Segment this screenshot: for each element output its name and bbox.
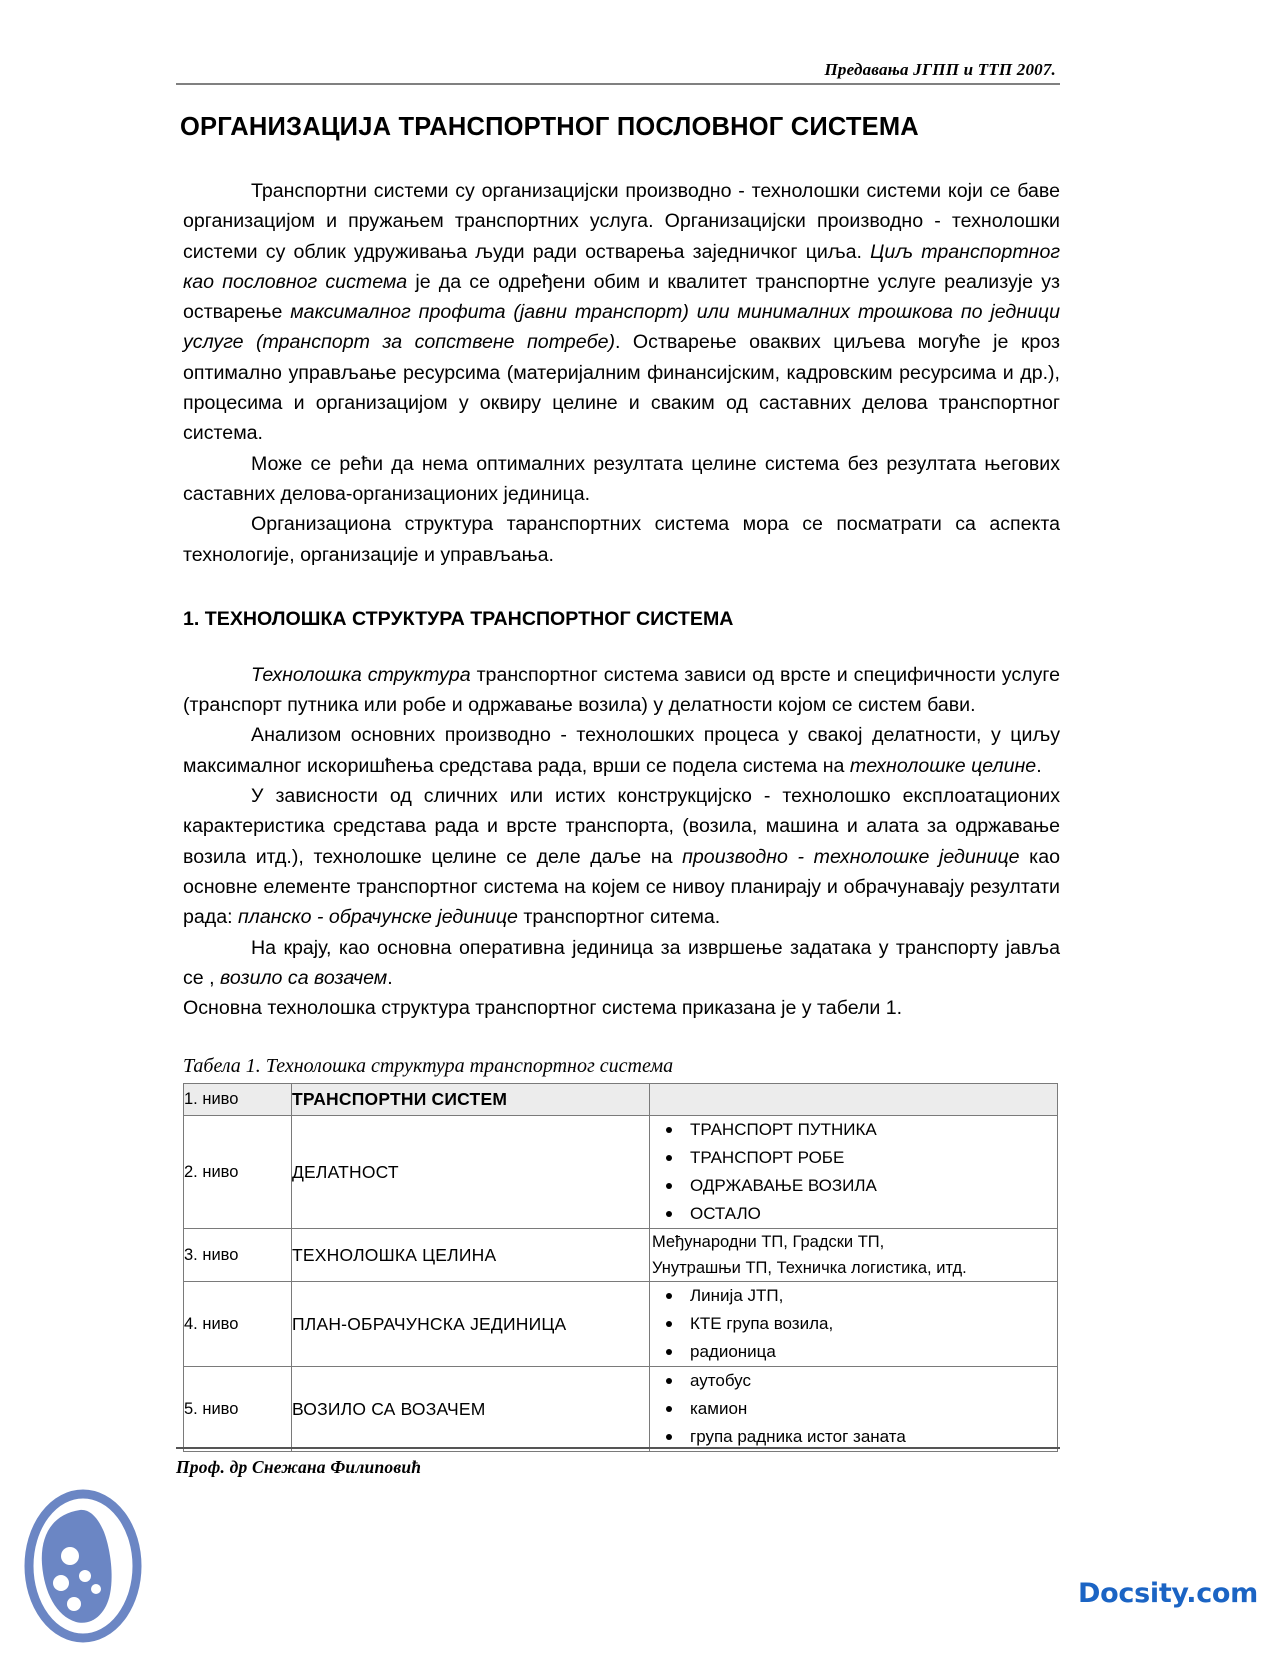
spacer-before-table [183,1023,1060,1053]
analysis-text-a: Анализом основних производно - технолошких процеса у свакој делатности, у циљу максималног искоришћења средстава рада, врши се подела система на [183,724,1060,777]
table-cell-name: ДЕЛАТНОСТ [292,1116,650,1229]
table-row [184,1367,1058,1452]
intro-text-a: Транспортни системи су организацијски производно - технолошки системи који се баве организацијом и пружањем транспортних услуга. Организацијски производно - технолошки системи су облик удруживања људи ради остварења заједничког циља. [183,180,1060,263]
detail-text-line: Унутрашњи ТП, Техничка логистика, итд. [652,1259,967,1278]
dependency-text-c: као основне елементе транспортног система на којем се нивоу планирају и обрачунавају резултати рада: [183,845,1060,929]
dependency-text-a: У зависности од сличних или истих конструкцијско - технолошко експлоатационих карактеристика средстава рада и врсте транспорта, (возила, машина и алата за одржавање возила итд.), технолошке целине се деле даље на [183,785,1060,868]
section-heading-1: 1. ТЕХНОЛОШКА СТРУКТУРА ТРАНСПОРТНОГ СИСТЕМА [183,607,734,630]
paragraph-intro [183,176,1060,449]
docsity-site-label: Docsity.com [1078,1578,1258,1609]
table-cell-name: ТЕХНОЛОШКА ЦЕЛИНА [292,1229,650,1282]
table-cell-detail [650,1084,1058,1116]
page-footer [176,1447,1060,1478]
table-row [184,1229,1058,1282]
intro-emph-goal: Циљ транспортног као пословног система [183,240,1060,293]
tech-structure-emph: Технолошка структура [251,663,471,686]
conclusion-emph-vehicle: возило са возачем [220,966,388,989]
spacer-before-section [183,570,1060,604]
tech-structure-text: транспортног система зависи од врсте и специфичности услуге (транспорт путника или робе и одржавање возила) у делатности којом се систем бави. [183,663,1060,717]
paragraph-analysis [183,720,1060,781]
list-item: ОСТАЛО [688,1200,1057,1228]
dependency-text-e: транспортног ситема. [517,906,721,929]
document-body [183,176,1060,1452]
table-caption: Табела 1. Технолошка структура транспортног система [183,1055,674,1078]
table-cell-detail [650,1229,1058,1282]
conclusion-text-a: На крају, као основна оперативна јединица за извршење задатака у транспорту јавља се , [183,936,1060,989]
list-item: Линија ЈТП, [688,1282,1057,1310]
table-cell-name: ПЛАН-ОБРАЧУНСКА ЈЕДИНИЦА [292,1282,650,1367]
spacer-after-section [183,634,1060,660]
list-item: ТРАНСПОРТ РОБЕ [688,1144,1057,1172]
table-cell-name: ВОЗИЛО СА ВОЗАЧЕМ [292,1367,650,1452]
table-cell-detail [650,1367,1058,1452]
list-item: радионица [688,1338,1057,1366]
detail-text-line: Међународни ТП, Градски ТП, [652,1233,885,1252]
paragraph-structure: Организациона структура таранспортних система мора се посматрати са аспекта технологије, организације и управљања. [183,513,1060,566]
paragraph-results: Може се рећи да нема оптималних резултата целине система без резултата његових саставних делова-организационих јединица. [183,452,1060,505]
running-head: Предавања ЈГПП и ТТП 2007. [824,60,1056,79]
footer-divider [176,1447,1060,1449]
paragraph-conclusion [183,933,1060,994]
list-item: камион [688,1395,1057,1423]
header-divider [176,83,1060,85]
technological-structure-table [183,1083,1058,1452]
analysis-emph-units: технолошке целине [849,754,1037,777]
dependency-emph-prod-units: производно - технолошке јединице [682,845,1020,868]
table-cell-level: 5. ниво [184,1367,292,1452]
dependency-emph-plan-units: планско - обрачунске јединице [238,906,518,929]
table-cell-level: 2. ниво [184,1116,292,1229]
table-cell-level: 1. ниво [184,1084,292,1116]
detail-bullet-list [650,1116,1057,1228]
paragraph-dependency [183,781,1060,932]
intro-text-e: . Остварење оваквих циљева могуће је кроз оптимално управљање ресурсима (материјалним финансијским, кадровским ресурсима и др.), процесима и организацијом у оквиру целине и сваким од саставних делова транспортног система. [183,331,1060,445]
docsity-cookie-logo-icon [18,1488,148,1644]
footer-author: Проф. др Снежана Филиповић [176,1456,422,1477]
page-title: ОРГАНИЗАЦИЈА ТРАНСПОРТНОГ ПОСЛОВНОГ СИСТЕМА [180,113,919,141]
detail-bullet-list [650,1282,1057,1366]
analysis-text-c: . [1036,754,1042,777]
table-cell-name: ТРАНСПОРТНИ СИСТЕМ [292,1084,650,1116]
page-header [176,60,1060,85]
table-row [184,1282,1058,1367]
table-cell-detail [650,1282,1058,1367]
intro-text-c: је да се одређени обим и квалитет транспортне услуге реализује уз остварење [183,270,1061,324]
intro-emph-profit: максималног профита (јавни транспорт) или минималних трошкова по једници услуге (транспорт за сопствене потребе) [183,301,1061,354]
list-item: КТЕ група возила, [688,1310,1057,1338]
detail-bullet-list [650,1367,1057,1451]
table-cell-level: 3. ниво [184,1229,292,1282]
list-item: ОДРЖАВАЊЕ ВОЗИЛА [688,1172,1057,1200]
table-row [184,1084,1058,1116]
list-item: аутобус [688,1367,1057,1395]
table-cell-detail [650,1116,1058,1229]
paragraph-table-reference: Основна технолошка структура транспортног система приказана је у табели 1. [183,997,903,1020]
table-row [184,1116,1058,1229]
list-item: ТРАНСПОРТ ПУТНИКА [688,1116,1057,1144]
paragraph-tech-structure [183,660,1060,721]
conclusion-text-c: . [387,966,393,989]
list-item: група радника истог заната [688,1423,1057,1451]
table-cell-level: 4. ниво [184,1282,292,1367]
